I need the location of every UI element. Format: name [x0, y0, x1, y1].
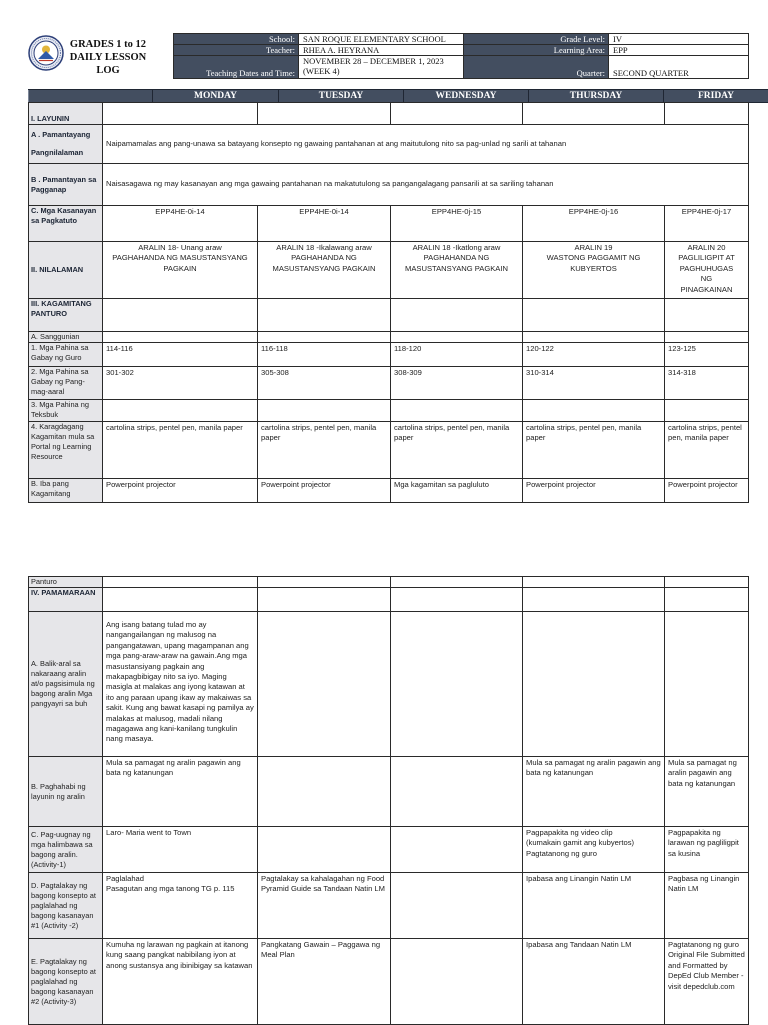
cell-friday: cartolina strips, pentel pen, manila paper [665, 422, 749, 479]
row-label: A. Sanggunian [29, 332, 103, 343]
row-label: I. LAYUNIN [29, 103, 103, 125]
cell-monday [103, 400, 258, 422]
cell-wednesday [391, 939, 523, 1025]
cell-monday [103, 939, 258, 1025]
cell-wednesday [391, 827, 523, 873]
cell-thursday [523, 400, 665, 422]
lesson-log-table-page-2 [28, 576, 749, 1025]
cell-wednesday [391, 332, 523, 343]
learning-area-value: EPP [609, 45, 749, 56]
cell-thursday: cartolina strips, pentel pen, manila paper [523, 422, 665, 479]
teacher-label: Teacher: [174, 45, 299, 56]
lesson-log-table-page-1 [28, 102, 749, 503]
cell-thursday: 120-122 [523, 343, 665, 367]
cell-friday: 314-318 [665, 367, 749, 400]
cell-tuesday [258, 400, 391, 422]
row-label: B. Paghahabi ng layunin ng aralin [29, 757, 103, 827]
cell-monday [103, 332, 258, 343]
cell-monday: Mula sa pamagat ng aralin pagawin ang bata ng katanungan [103, 757, 258, 827]
cell-friday: Pagpapakita ng larawan ng pagliligpit sa kusina [665, 827, 749, 873]
row-label: II. NILALAMAN [29, 242, 103, 299]
row-iba-pang-kagamitan [29, 479, 749, 503]
cell-tuesday: Powerpoint projector [258, 479, 391, 503]
title-line: GRADES 1 to 12 [62, 38, 154, 51]
cell-wednesday [391, 400, 523, 422]
quarter-label: Quarter: [464, 56, 609, 79]
row-panturo [29, 577, 749, 588]
row-pagtalakay-1 [29, 873, 749, 939]
row-label: E. Pagtalakay ng bagong konsepto at paglalahad ng bagong kasanayan #2 (Activity-3) [29, 939, 103, 1025]
row-balik-aral [29, 612, 749, 757]
row-label: 2. Mga Pahina sa Gabay ng Pang-mag-aaral [29, 367, 103, 400]
row-gabay-ng-guro [29, 343, 749, 367]
cell-friday: Pagbasa ng Linangin Natin LM [665, 873, 749, 939]
cell-friday [665, 612, 749, 757]
cell-monday [103, 577, 258, 588]
cell-tuesday [258, 299, 391, 332]
cell-wednesday [391, 757, 523, 827]
row-kagamitang-panturo [29, 299, 749, 332]
cell-monday: Powerpoint projector [103, 479, 258, 503]
quarter-value: SECOND QUARTER [609, 56, 749, 79]
cell-all-days: Naisasagawa ng may kasanayan ang mga gawaing pantahanan na makatutulong sa pangangalagang pansarili at sa sariling tahanan [103, 164, 749, 206]
row-gabay-ng-mag-aaral [29, 367, 749, 400]
cell-monday: Laro- Maria went to Town [103, 827, 258, 873]
row-label: III. KAGAMITANG PANTURO [29, 299, 103, 332]
cell-wednesday: cartolina strips, pentel pen, manila paper [391, 422, 523, 479]
cell-text: Pangkatang Gawain – Paggawa ng Meal Plan [261, 940, 387, 1023]
row-label: B . Pamantayan sa Pagganap [29, 164, 103, 206]
cell-wednesday [391, 299, 523, 332]
dates-label: Teaching Dates and Time: [174, 56, 299, 79]
teacher-value: RHEA A. HEYRANA [299, 45, 464, 56]
cell-thursday [523, 939, 665, 1025]
row-pamamaraan [29, 588, 749, 612]
cell-wednesday: 118-120 [391, 343, 523, 367]
cell-text: Ipabasa ang Tandaan Natin LM [526, 940, 661, 1023]
cell-monday: ARALIN 18- Unang araw PAGHAHANDA NG MASUSTANSYANG PAGKAIN [103, 242, 258, 299]
cell-text: Pagtatanong ng guro Original File Submitted and Formatted by DepEd Club Member - visit depedclub.com [668, 940, 745, 1023]
cell-wednesday: Mga kagamitan sa pagluluto [391, 479, 523, 503]
cell-thursday: 310-314 [523, 367, 665, 400]
cell-thursday [523, 332, 665, 343]
cell-friday [665, 332, 749, 343]
row-label: B. Iba pang Kagamitang [29, 479, 103, 503]
cell-tuesday [258, 612, 391, 757]
cell-wednesday: ARALIN 18 -Ikatlong araw PAGHAHANDA NG MASUSTANSYANG PAGKAIN [391, 242, 523, 299]
cell-all-days: Naipamamalas ang pang-unawa sa batayang konsepto ng gawaing pantahanan at ang maitutulong nito sa pag-unlad ng sarili at tahanan [103, 125, 749, 164]
row-label: A . Pamantayang Pangnilalaman [29, 125, 103, 164]
day-header-monday: MONDAY [153, 90, 279, 103]
cell-tuesday [258, 827, 391, 873]
cell-monday [103, 103, 258, 125]
cell-tuesday [258, 939, 391, 1025]
cell-wednesday [391, 588, 523, 612]
grade-level-label: Grade Level: [464, 34, 609, 45]
cell-text [394, 940, 519, 1023]
row-pagtalakay-2 [29, 939, 749, 1025]
cell-friday [665, 939, 749, 1025]
cell-tuesday [258, 103, 391, 125]
cell-thursday: Powerpoint projector [523, 479, 665, 503]
cell-wednesday [391, 577, 523, 588]
row-label: D. Pagtalakay ng bagong konsepto at paglalahad ng bagong kasanayan #1 (Activity -2) [29, 873, 103, 939]
learning-area-label: Learning Area: [464, 45, 609, 56]
day-header-wednesday: WEDNESDAY [404, 90, 529, 103]
row-label: C. Mga Kasanayan sa Pagkatuto [29, 206, 103, 242]
cell-friday [665, 577, 749, 588]
cell-tuesday: cartolina strips, pentel pen, manila paper [258, 422, 391, 479]
row-label: 1. Mga Pahina sa Gabay ng Guro [29, 343, 103, 367]
day-header-blank [29, 90, 153, 103]
cell-wednesday: 308-309 [391, 367, 523, 400]
row-sanggunian [29, 332, 749, 343]
school-info-table [173, 33, 749, 79]
cell-thursday: EPP4HE-0j-16 [523, 206, 665, 242]
cell-thursday [523, 103, 665, 125]
cell-thursday: Pagpapakita ng video clip (kumakain gamit ang kubyertos) Pagtatanong ng guro [523, 827, 665, 873]
row-mga-kasanayan [29, 206, 749, 242]
info-row-dates [174, 56, 749, 79]
cell-tuesday [258, 332, 391, 343]
school-value: SAN ROQUE ELEMENTARY SCHOOL [299, 34, 464, 45]
row-label: IV. PAMAMARAAN [29, 588, 103, 612]
cell-tuesday: Pagtalakay sa kahalagahan ng Food Pyramid Guide sa Tandaan Natin LM [258, 873, 391, 939]
row-teksbuk [29, 400, 749, 422]
cell-monday: 301-302 [103, 367, 258, 400]
row-label: C. Pag-uugnay ng mga halimbawa sa bagong aralin. (Activity-1) [29, 827, 103, 873]
cell-friday: ARALIN 20 PAGLILIGPIT AT PAGHUHUGAS NG PINAGKAINAN [665, 242, 749, 299]
document-title [62, 38, 154, 77]
cell-monday: 114-116 [103, 343, 258, 367]
school-label: School: [174, 34, 299, 45]
cell-wednesday [391, 103, 523, 125]
deped-seal-logo [28, 35, 64, 71]
cell-friday: EPP4HE-0j-17 [665, 206, 749, 242]
row-label: 3. Mga Pahina ng Teksbuk [29, 400, 103, 422]
day-header-tuesday: TUESDAY [279, 90, 404, 103]
row-pamantayang-pangnilalaman [29, 125, 749, 164]
cell-tuesday [258, 757, 391, 827]
dates-line: NOVEMBER 28 – DECEMBER 1, 2023 [303, 56, 459, 66]
cell-friday [665, 299, 749, 332]
row-pamantayan-sa-pagganap [29, 164, 749, 206]
cell-monday: Paglalahad Pasagutan ang mga tanong TG p. 115 [103, 873, 258, 939]
grade-level-value: IV [609, 34, 749, 45]
cell-thursday [523, 612, 665, 757]
info-row-school [174, 34, 749, 45]
cell-monday [103, 299, 258, 332]
cell-monday [103, 588, 258, 612]
cell-friday [665, 588, 749, 612]
cell-monday: cartolina strips, pentel pen, manila paper [103, 422, 258, 479]
cell-tuesday [258, 577, 391, 588]
cell-text: Kumuha ng larawan ng pagkain at itanong kung saang pangkat nabibilang iyon at anong sustansya ang ibinibigay sa katawan [106, 940, 254, 1023]
day-header-thursday: THURSDAY [529, 90, 664, 103]
title-line: LOG [62, 64, 154, 77]
cell-thursday: Ipabasa ang Linangin Natin LM [523, 873, 665, 939]
info-row-teacher [174, 45, 749, 56]
row-label: A. Balik-aral sa nakaraang aralin at/o pagsisimula ng bagong aralin Mga pangyayri sa buh [29, 612, 103, 757]
row-karagdagang-kagamitan [29, 422, 749, 479]
cell-thursday: Mula sa pamagat ng aralin pagawin ang bata ng katanungan [523, 757, 665, 827]
row-layunin [29, 103, 749, 125]
cell-wednesday [391, 612, 523, 757]
dates-week: (WEEK 4) [303, 66, 459, 76]
dates-value [299, 56, 464, 79]
row-label: 4. Karagdagang Kagamitan mula sa Portal ng Learning Resource [29, 422, 103, 479]
cell-tuesday: ARALIN 18 -Ikalawang araw PAGHAHANDA NG MASUSTANSYANG PAGKAIN [258, 242, 391, 299]
row-label: Panturo [29, 577, 103, 588]
cell-monday: Ang isang batang tulad mo ay nangangailangan ng malusog na pangangatawan, upang magampanan ang mga pang-araw-araw na gawain.Ang mga masustansiyang pagkain ang makapagbibigay nito sa iyo. Maging masigla at malakas ang iyong katawan at ito ang paraan upang ikaw ay makaiwas sa sakit. Kung ang bawat kasapi ng pamilya ay malakas at malusog, madali nilang magagawa ang kani-kanilang tungkulin nang masaya. [103, 612, 258, 757]
cell-friday: Mula sa pamagat ng aralin pagawin ang bata ng katanungan [665, 757, 749, 827]
title-line: DAILY LESSON [62, 51, 154, 64]
cell-tuesday [258, 588, 391, 612]
cell-thursday [523, 299, 665, 332]
row-pag-uugnay [29, 827, 749, 873]
cell-wednesday [391, 873, 523, 939]
row-paghahabi [29, 757, 749, 827]
cell-friday [665, 103, 749, 125]
cell-tuesday: 305-308 [258, 367, 391, 400]
day-header-friday: FRIDAY [664, 90, 768, 103]
row-nilalaman [29, 242, 749, 299]
cell-friday [665, 400, 749, 422]
cell-tuesday: 116-118 [258, 343, 391, 367]
day-header-band [28, 89, 768, 103]
cell-wednesday: EPP4HE-0j-15 [391, 206, 523, 242]
cell-thursday [523, 577, 665, 588]
cell-friday: Powerpoint projector [665, 479, 749, 503]
cell-friday: 123-125 [665, 343, 749, 367]
cell-thursday: ARALIN 19 WASTONG PAGGAMIT NG KUBYERTOS [523, 242, 665, 299]
cell-thursday [523, 588, 665, 612]
cell-tuesday: EPP4HE-0i-14 [258, 206, 391, 242]
cell-monday: EPP4HE-0i-14 [103, 206, 258, 242]
